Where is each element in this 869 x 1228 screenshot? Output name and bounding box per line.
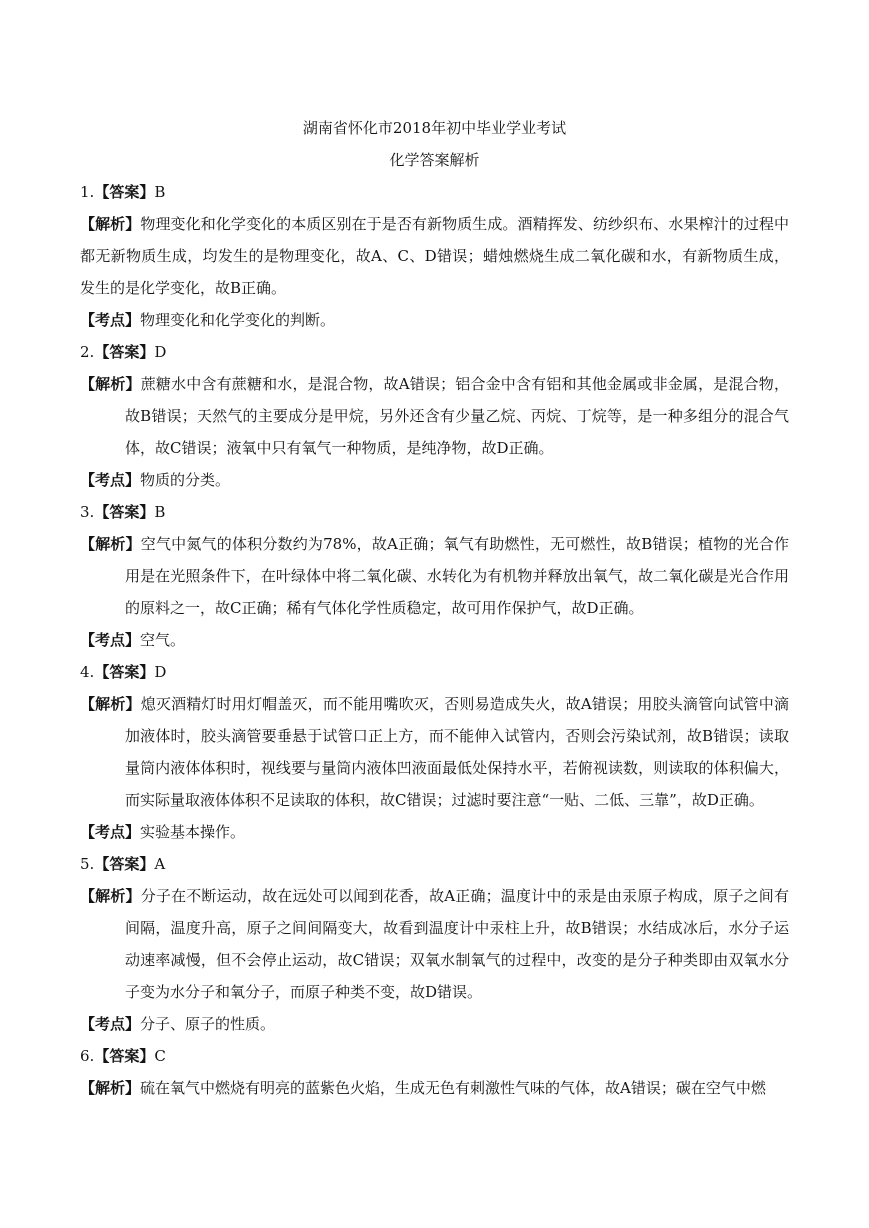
- answer-value: D: [154, 343, 167, 361]
- analysis-paragraph: [80, 368, 789, 464]
- point-label: 【考点】: [80, 631, 141, 649]
- analysis-label: 【解析】: [80, 215, 141, 233]
- point-label: 【考点】: [80, 471, 141, 489]
- question-number: 3.: [80, 503, 95, 521]
- answer-label: 【答案】: [94, 663, 155, 681]
- analysis-label: 【解析】: [80, 887, 141, 905]
- analysis-text: 蔗糖水中含有蔗糖和水，是混合物，故A错误；铝合金中含有铝和其他金属或非金属，是混合物，故B错误；天然气的主要成分是甲烷，另外还含有少量乙烷、丙烷、丁烷等，是一种多组分的混合气体，故C错误；液氧中只有氧气一种物质，是纯净物，故D正确。: [125, 375, 789, 457]
- answer-line: [80, 1040, 789, 1072]
- question-number: 2.: [80, 343, 95, 361]
- analysis-label: 【解析】: [80, 695, 141, 713]
- answer-value: A: [154, 855, 166, 873]
- analysis-label: 【解析】: [80, 1079, 141, 1097]
- answer-line: [80, 496, 789, 528]
- answer-value: C: [154, 1047, 166, 1065]
- point-label: 【考点】: [80, 823, 141, 841]
- analysis-paragraph: [80, 208, 789, 304]
- analysis-paragraph: [80, 688, 789, 816]
- answer-label: 【答案】: [94, 855, 155, 873]
- analysis-text: 空气中氮气的体积分数约为78%，故A正确；氧气有助燃性，无可燃性，故B错误；植物的光合作用是在光照条件下，在叶绿体中将二氧化碳、水转化为有机物并释放出氧气，故二氧化碳是光合作用的原料之一，故C正确；稀有气体化学性质稳定，故可用作保护气，故D正确。: [125, 535, 789, 617]
- answer-label: 【答案】: [94, 1047, 155, 1065]
- point-text: 空气。: [140, 631, 186, 649]
- analysis-text: 分子在不断运动，故在远处可以闻到花香，故A正确；温度计中的汞是由汞原子构成，原子之间有间隔，温度升高，原子之间间隔变大，故看到温度计中汞柱上升，故B错误；水结成冰后，水分子运动速率减慢，但不会停止运动，故C错误；双氧水制氧气的过程中，改变的是分子种类即由双氧水分子变为水分子和氧分子，而原子种类不变，故D错误。: [125, 887, 789, 1001]
- point-line: [80, 464, 789, 496]
- answer-label: 【答案】: [94, 183, 155, 201]
- answer-line: [80, 848, 789, 880]
- point-text: 物质的分类。: [140, 471, 231, 489]
- document-subtitle: 化学答案解析: [389, 151, 480, 169]
- question-number: 4.: [80, 663, 95, 681]
- point-line: [80, 1008, 789, 1040]
- answer-label: 【答案】: [94, 343, 155, 361]
- analysis-paragraph: [80, 1072, 789, 1104]
- document-title: 湖南省怀化市2018年初中毕业学业考试: [302, 119, 567, 137]
- analysis-text: 硫在氧气中燃烧有明亮的蓝紫色火焰，生成无色有刺激性气味的气体，故A错误；碳在空气中燃: [140, 1079, 766, 1097]
- point-line: [80, 624, 789, 656]
- analysis-paragraph: [80, 528, 789, 624]
- point-line: [80, 304, 789, 336]
- answer-value: D: [154, 663, 167, 681]
- answer-value: B: [154, 503, 166, 521]
- question-number: 5.: [80, 855, 95, 873]
- analysis-label: 【解析】: [80, 535, 141, 553]
- question-number: 6.: [80, 1047, 95, 1065]
- answer-line: [80, 656, 789, 688]
- point-label: 【考点】: [80, 311, 141, 329]
- analysis-text: 熄灭酒精灯时用灯帽盖灭，而不能用嘴吹灭，否则易造成失火，故A错误；用胶头滴管向试管中滴加液体时，胶头滴管要垂悬于试管口正上方，而不能伸入试管内，否则会污染试剂，故B错误；读取量筒内液体体积时，视线要与量筒内液体凹液面最低处保持水平，若俯视读数，则读取的体积偏大，而实际量取液体体积不足读取的体积，故C错误；过滤时要注意“一贴、二低、三靠”，故D正确。: [125, 695, 789, 809]
- answer-value: B: [154, 183, 166, 201]
- point-text: 物理变化和化学变化的判断。: [140, 311, 336, 329]
- question-number: 1.: [80, 183, 95, 201]
- point-text: 分子、原子的性质。: [140, 1015, 276, 1033]
- point-text: 实验基本操作。: [140, 823, 246, 841]
- analysis-text: 物理变化和化学变化的本质区别在于是否有新物质生成。酒精挥发、纺纱织布、水果榨汁的过程中都无新物质生成，均发生的是物理变化，故A、C、D错误；蜡烛燃烧生成二氧化碳和水，有新物质生成，发生的是化学变化，故B正确。: [80, 215, 789, 297]
- answer-label: 【答案】: [94, 503, 155, 521]
- analysis-paragraph: [80, 880, 789, 1008]
- analysis-label: 【解析】: [80, 375, 141, 393]
- point-label: 【考点】: [80, 1015, 141, 1033]
- point-line: [80, 816, 789, 848]
- answer-line: [80, 176, 789, 208]
- answer-line: [80, 336, 789, 368]
